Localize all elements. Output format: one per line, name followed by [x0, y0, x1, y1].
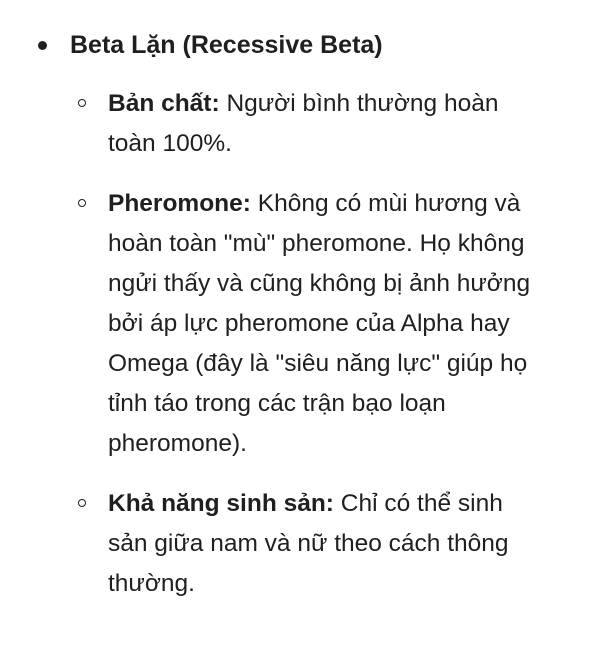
sub-item-line: ngửi thấy và cũng không bị ảnh hưởng [108, 270, 531, 297]
bullet-disc-icon [38, 41, 47, 50]
sub-item-term: Bản chất: [108, 90, 220, 117]
sub-item-line: pheromone). [108, 430, 247, 457]
sub-item-term: Pheromone: [108, 190, 251, 217]
sub-item-term: Khả năng sinh sản: [108, 490, 334, 517]
text-line [108, 484, 578, 524]
list-item-heading: Beta Lặn (Recessive Beta) [70, 31, 383, 59]
sub-item-line: hoàn toàn "mù" pheromone. Họ không [108, 230, 525, 257]
sub-item-line: Người bình thường hoàn [226, 90, 499, 117]
sub-item-line: tỉnh táo trong các trận bạo loạn [108, 390, 446, 417]
sub-item-line: thường. [108, 570, 195, 597]
text-line [108, 84, 578, 124]
sub-item-line: bởi áp lực pheromone của Alpha hay [108, 310, 510, 337]
bullet-circle-icon [78, 199, 86, 207]
sub-item-line: Chỉ có thể sinh [340, 490, 503, 517]
bullet-circle-icon [78, 99, 86, 107]
text-line [108, 184, 578, 224]
sub-item-text [108, 84, 578, 164]
sub-item-line: Không có mùi hương và [257, 190, 521, 217]
sub-item-text [108, 484, 578, 604]
bullet-circle-icon [78, 499, 86, 507]
sub-item-line: sản giữa nam và nữ theo cách thông [108, 530, 509, 557]
sub-item-text [108, 184, 578, 464]
sub-item-line: Omega (đây là "siêu năng lực" giúp họ [108, 350, 528, 377]
sub-item-line: toàn 100%. [108, 130, 232, 157]
